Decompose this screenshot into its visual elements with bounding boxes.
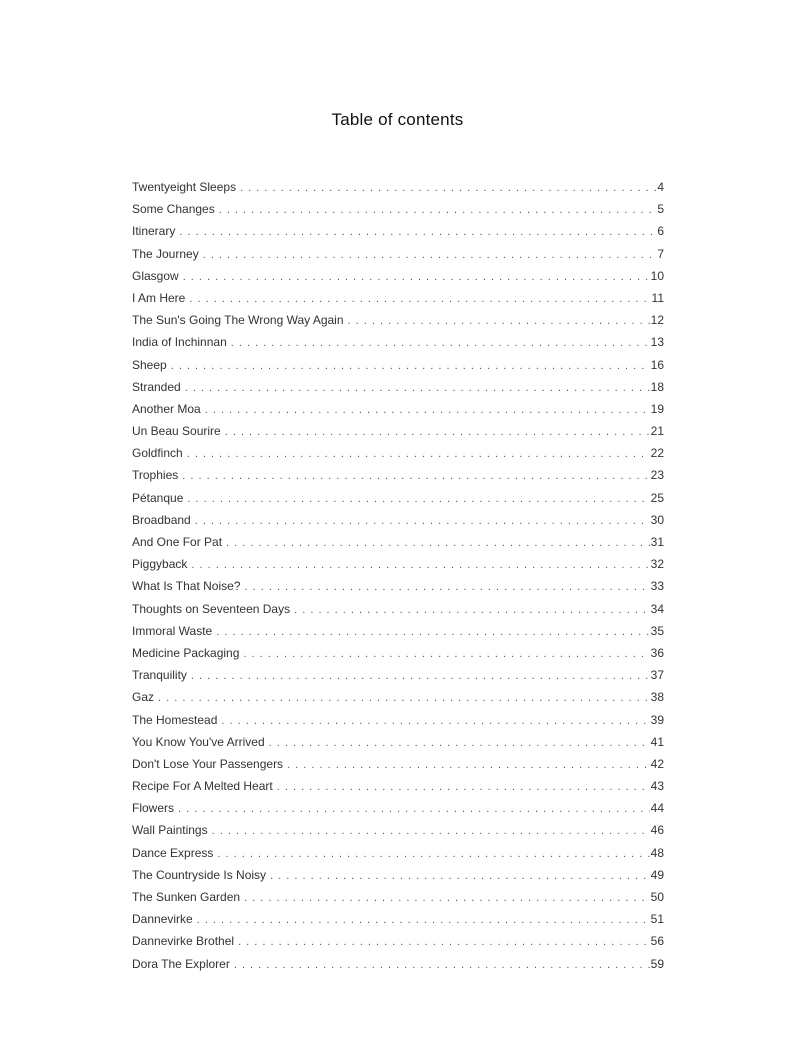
toc-entry-title: The Sun's Going The Wrong Way Again bbox=[132, 313, 344, 328]
toc-entry-page-number: 39 bbox=[650, 712, 664, 727]
toc-entry[interactable] bbox=[132, 420, 664, 442]
toc-dot-leader bbox=[231, 332, 650, 354]
table-of-contents bbox=[132, 176, 664, 975]
toc-entry-page-number: 13 bbox=[650, 335, 664, 350]
toc-entry-page-number: 31 bbox=[650, 535, 664, 549]
toc-entry-page-number: 56 bbox=[650, 934, 664, 949]
toc-entry-page-number: 36 bbox=[650, 645, 664, 660]
toc-entry[interactable] bbox=[132, 731, 664, 753]
toc-dot-leader bbox=[226, 532, 650, 554]
toc-dot-leader bbox=[158, 687, 650, 709]
toc-entry[interactable] bbox=[132, 553, 664, 575]
toc-dot-leader bbox=[191, 665, 650, 687]
toc-entry-page-number: 49 bbox=[650, 867, 664, 882]
toc-dot-leader bbox=[171, 355, 650, 377]
toc-dot-leader bbox=[189, 288, 650, 310]
toc-dot-leader bbox=[238, 931, 650, 953]
toc-entry-title: Itinerary bbox=[132, 224, 176, 239]
toc-entry[interactable] bbox=[132, 354, 664, 376]
toc-entry-page-number: 38 bbox=[650, 690, 664, 705]
toc-dot-leader bbox=[234, 954, 650, 976]
toc-entry-title: Sheep bbox=[132, 357, 167, 372]
toc-dot-leader bbox=[225, 421, 650, 443]
toc-entry[interactable] bbox=[132, 953, 664, 975]
toc-entry[interactable] bbox=[132, 198, 664, 220]
toc-entry-page-number: 43 bbox=[650, 779, 664, 794]
toc-entry-page-number: 22 bbox=[650, 446, 664, 461]
toc-dot-leader bbox=[294, 599, 650, 621]
toc-dot-leader bbox=[240, 177, 656, 199]
toc-dot-leader bbox=[269, 732, 650, 754]
toc-entry-title: India of Inchinnan bbox=[132, 335, 227, 350]
toc-entry-title: Un Beau Sourire bbox=[132, 424, 221, 439]
toc-entry[interactable] bbox=[132, 531, 664, 553]
toc-entry-title: Piggyback bbox=[132, 557, 188, 572]
toc-dot-leader bbox=[348, 310, 650, 332]
toc-entry[interactable] bbox=[132, 686, 664, 708]
toc-entry-page-number: 59 bbox=[650, 956, 664, 971]
toc-entry-page-number: 30 bbox=[650, 512, 664, 527]
toc-entry[interactable] bbox=[132, 487, 664, 509]
toc-entry-title: Pétanque bbox=[132, 490, 184, 505]
toc-entry-title: The Sunken Garden bbox=[132, 890, 241, 904]
toc-entry-page-number: 10 bbox=[650, 268, 664, 283]
toc-dot-leader bbox=[182, 465, 649, 487]
toc-entry[interactable] bbox=[132, 842, 664, 864]
toc-dot-leader bbox=[270, 865, 650, 887]
toc-entry-page-number: 16 bbox=[650, 357, 664, 372]
toc-entry-title: Thoughts on Seventeen Days bbox=[132, 601, 291, 616]
toc-entry-page-number: 23 bbox=[650, 468, 664, 483]
toc-dot-leader bbox=[187, 443, 650, 465]
toc-entry[interactable] bbox=[132, 575, 664, 597]
toc-entry-page-number: 33 bbox=[650, 579, 664, 594]
toc-entry-title: Stranded bbox=[132, 379, 181, 394]
toc-entry-page-number: 48 bbox=[650, 845, 664, 860]
toc-entry-page-number: 34 bbox=[650, 601, 664, 616]
toc-entry-page-number: 37 bbox=[650, 668, 664, 683]
toc-entry[interactable] bbox=[132, 642, 664, 664]
toc-entry[interactable] bbox=[132, 287, 664, 309]
toc-entry-title: The Journey bbox=[132, 246, 199, 261]
toc-entry-title: Glasgow bbox=[132, 268, 179, 283]
toc-entry-title: Recipe For A Melted Heart bbox=[132, 779, 273, 794]
toc-dot-leader bbox=[287, 754, 650, 776]
toc-entry[interactable] bbox=[132, 398, 664, 420]
toc-dot-leader bbox=[185, 377, 650, 399]
toc-entry[interactable] bbox=[132, 243, 664, 265]
toc-entry-title: Tranquility bbox=[132, 668, 187, 683]
toc-dot-leader bbox=[197, 909, 650, 931]
toc-dot-leader bbox=[183, 266, 650, 288]
toc-entry[interactable] bbox=[132, 864, 664, 886]
toc-entry[interactable] bbox=[132, 220, 664, 242]
page-title: Table of contents bbox=[331, 110, 464, 130]
toc-dot-leader bbox=[245, 576, 650, 598]
toc-entry-title: Broadband bbox=[132, 512, 191, 527]
toc-entry-title: Dance Express bbox=[132, 845, 214, 860]
toc-entry-title: Goldfinch bbox=[132, 446, 183, 461]
toc-entry-title: Dannevirke Brothel bbox=[132, 934, 235, 949]
toc-entry[interactable] bbox=[132, 908, 664, 930]
toc-entry-page-number: 32 bbox=[650, 557, 664, 572]
toc-entry-page-number: 18 bbox=[650, 379, 664, 394]
toc-entry[interactable] bbox=[132, 176, 664, 198]
toc-entry[interactable] bbox=[132, 775, 664, 797]
toc-entry[interactable] bbox=[132, 753, 664, 775]
toc-entry-title: The Homestead bbox=[132, 712, 218, 727]
toc-dot-leader bbox=[244, 887, 650, 909]
toc-entry[interactable] bbox=[132, 265, 664, 287]
toc-dot-leader bbox=[191, 554, 649, 576]
toc-entry-title: Dora The Explorer bbox=[132, 956, 230, 971]
toc-dot-leader bbox=[277, 776, 650, 798]
toc-entry[interactable] bbox=[132, 509, 664, 531]
toc-dot-leader bbox=[195, 510, 650, 532]
toc-entry-title: Flowers bbox=[132, 801, 175, 816]
toc-dot-leader bbox=[203, 244, 657, 266]
toc-dot-leader bbox=[243, 643, 649, 665]
toc-entry[interactable] bbox=[132, 819, 664, 841]
toc-entry[interactable] bbox=[132, 464, 664, 486]
toc-entry-page-number: 44 bbox=[650, 801, 664, 816]
toc-entry-page-number: 51 bbox=[650, 912, 664, 927]
toc-entry[interactable] bbox=[132, 309, 664, 331]
toc-entry-title: I Am Here bbox=[132, 290, 186, 305]
toc-entry-page-number: 50 bbox=[650, 890, 664, 904]
toc-entry-page-number: 35 bbox=[650, 623, 664, 638]
toc-entry-title: Gaz bbox=[132, 690, 155, 705]
toc-dot-leader bbox=[219, 199, 657, 221]
toc-entry-page-number: 42 bbox=[650, 756, 664, 771]
toc-entry-title: Another Moa bbox=[132, 401, 201, 416]
toc-entry-title: Trophies bbox=[132, 468, 179, 483]
toc-entry-title: Some Changes bbox=[132, 202, 215, 217]
toc-entry-title: Don't Lose Your Passengers bbox=[132, 756, 284, 771]
toc-dot-leader bbox=[216, 621, 649, 643]
toc-entry-title: Immoral Waste bbox=[132, 623, 213, 638]
toc-dot-leader bbox=[217, 843, 649, 865]
toc-dot-leader bbox=[178, 798, 650, 820]
toc-entry-page-number: 7 bbox=[657, 246, 664, 261]
toc-entry[interactable] bbox=[132, 930, 664, 952]
toc-entry-page-number: 21 bbox=[650, 424, 664, 439]
toc-entry-page-number: 5 bbox=[657, 202, 664, 217]
toc-entry[interactable] bbox=[132, 620, 664, 642]
toc-entry-title: The Countryside Is Noisy bbox=[132, 867, 267, 882]
toc-entry[interactable] bbox=[132, 376, 664, 398]
toc-entry-title: What Is That Noise? bbox=[132, 579, 241, 594]
toc-entry[interactable] bbox=[132, 709, 664, 731]
toc-entry-page-number: 4 bbox=[657, 180, 664, 194]
toc-entry-title: You Know You've Arrived bbox=[132, 734, 265, 749]
toc-dot-leader bbox=[221, 710, 649, 732]
toc-entry-title: Twentyeight Sleeps bbox=[132, 180, 237, 194]
toc-entry-title: Dannevirke bbox=[132, 912, 193, 927]
toc-entry[interactable] bbox=[132, 797, 664, 819]
toc-entry-title: Medicine Packaging bbox=[132, 645, 240, 660]
toc-entry-title: Wall Paintings bbox=[132, 823, 208, 838]
toc-entry-page-number: 46 bbox=[650, 823, 664, 838]
toc-entry-page-number: 6 bbox=[657, 224, 664, 239]
toc-entry-page-number: 41 bbox=[650, 734, 664, 749]
toc-dot-leader bbox=[187, 488, 649, 510]
toc-entry-page-number: 25 bbox=[650, 490, 664, 505]
toc-dot-leader bbox=[212, 820, 650, 842]
toc-entry-title: And One For Pat bbox=[132, 535, 223, 549]
toc-entry[interactable] bbox=[132, 598, 664, 620]
toc-dot-leader bbox=[179, 221, 656, 243]
toc-entry[interactable] bbox=[132, 886, 664, 908]
toc-entry[interactable] bbox=[132, 331, 664, 353]
toc-dot-leader bbox=[205, 399, 650, 421]
toc-entry[interactable] bbox=[132, 442, 664, 464]
toc-entry[interactable] bbox=[132, 664, 664, 686]
toc-entry-page-number: 11 bbox=[651, 290, 664, 305]
toc-entry-page-number: 19 bbox=[650, 401, 664, 416]
toc-entry-page-number: 12 bbox=[650, 313, 664, 328]
